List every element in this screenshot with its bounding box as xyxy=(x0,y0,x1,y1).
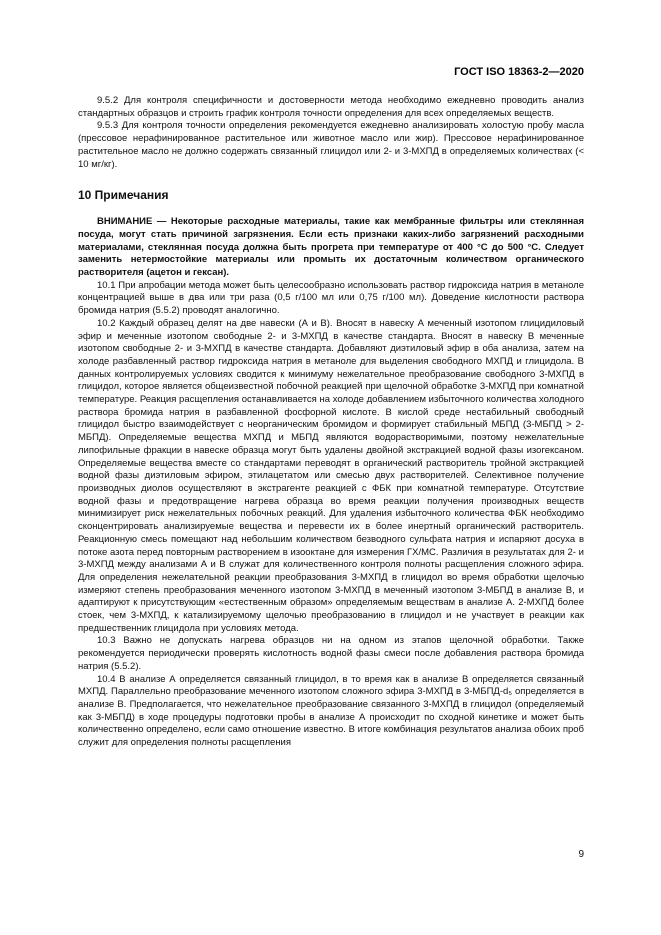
document-body xyxy=(78,95,584,750)
note-10-1: 10.1 При апробации метода может быть целесообразно использовать раствор гидроксида натрия в метаноле концентрацией выше в два или три раза (0,5 г/100 мл или 0,75 г/100 мл). Доведение кислотности раствора бромида натрия (5.5.2) проводят аналогично. xyxy=(78,279,584,317)
warning-paragraph: ВНИМАНИЕ — Некоторые расходные материалы, такие как мембранные фильтры или стеклянная посуда, могут стать причиной загрязнения. Если есть признаки каких-либо загрязнений расходными материалами, стеклянная посуда должна быть прогрета при температуре от 400 °С до 500 °С. Следует заменить нетермостойкие материалы или промыть их достаточным количеством органического растворителя (ацетон и гексан). xyxy=(78,216,584,279)
standard-code-header: ГОСТ ISO 18363-2—2020 xyxy=(454,66,584,78)
section-title: 10 Примечания xyxy=(78,188,169,203)
note-10-4: 10.4 В анализе А определяется связанный глицидол, в то время как в анализе В определяется связанный МХПД. Параллельно преобразование меченного изотопом сложного эфира 3-МХПД в 3-МБПД-d₅ определяется в анализе В. Предполагается, что нежелательное преобразование связанного 3-МХПД в глицидол (определяемый как 3-МБПД) в ходе процедуры подготовки пробы в анализе А происходит по сходной кинетике и может быть количественно определено, если само отношение известно. В итоге комбинация результатов анализа обоих проб служит для определения полноты расщепления xyxy=(78,673,584,749)
page-number: 9 xyxy=(578,849,584,860)
note-10-2: 10.2 Каждый образец делят на две навески (А и В). Вносят в навеску А меченный изотопом глицидиловый эфир и меченные изотопом свободные 2- и 3-МХПД в качестве стандарта. Вносят в навеску В меченные изотопом свободные 2- и 3-МХПД в качестве стандарта. Добавляют диэтиловый эфир в оба анализа, затем на холоде разбавленный раствор гидроксида натрия в метаноле для выделения свободного МХПД и глицидола. В данных контролируемых условиях сводится к минимуму нежелательное преобразование свободного 3-МХПД в глицидол, которое является общеизвестной побочной реакцией при щелочной обработке 3-МХПД при комнатной температуре. Реакция расщепления останавливается на холоде добавлением избыточного количества холодного раствора бромида натрия в разбавленной фосфорной кислоте. В кислой среде нестабильный свободный глицидол быстро взаимодействует с неорганическим бромидом и формирует стабильный МБПД (3-МБПД > 2-МБПД). Определяемые вещества МХПД и МБПД являются водорастворимыми, поэтому нежелательные липофильные фракции в навеске образца могут быть удалены двойной экстракцией водной фазы изогексаном. Определяемые вещества вместе со стандартами переводят в органический растворитель тройной экстракцией водной фазы диэтиловым эфиром, этилацетатом или смесью двух растворителей. Селективное получение производных диолов осуществляют в экстрагенте реакцией с ФБК при комнатной температуре. Отсутствие водной фазы и предотвращение нагрева образца во время реакции получения производных веществ минимизирует риск нежелательных побочных реакций. Для удаления избыточного количества ФБК необходимо сконцентрировать анализируемые вещества и перевести их в более инертный органический растворитель. Реакционную смесь помещают над небольшим количеством безводного сульфата натрия и испаряют досуха в потоке азота перед повторным растворением в изооктане для измерения ГХ/МС. Различия в результатах для 2- и 3-МХПД между анализами А и В служат для количественного контроля полноты расщепления сложного эфира. Для определения нежелательной реакции преобразования 3-МХПД в глицидол во время обработки щелочью измеряют степень преобразования меченного изотопом 3-МХПД в меченный изотопом 3-МБПД в анализе В, и адаптируют к присутствующим «естественным образом» определяемым веществам в анализе А. 2-МХПД более стоек, чем 3-МХПД, к катализируемому щелочью преобразованию в глицидол и не участвует в реакции как предшественник глицидола при условиях метода. xyxy=(78,317,584,634)
note-10-3: 10.3 Важно не допускать нагрева образцов ни на одном из этапов щелочной обработки. Также рекомендуется периодически проверять кислотность водной фазы смеси после добавления раствора бромида натрия (5.5.2). xyxy=(78,635,584,672)
paragraph-9-5-3: 9.5.3 Для контроля точности определения рекомендуется ежедневно анализировать холостую пробу масла (прессовое нерафинированное растительное или животное масло или жир). Прессовое нерафинированное растительное масло не должно содержать связанный глицидол или 2- и 3-МХПД в определяемых количествах (< 10 мг/кг). xyxy=(78,120,584,170)
paragraph-9-5-2: 9.5.2 Для контроля специфичности и достоверности метода необходимо ежедневно проводить анализ стандартных образцов и строить график контроля точности определения для всех определяемых веществ. xyxy=(78,95,584,119)
